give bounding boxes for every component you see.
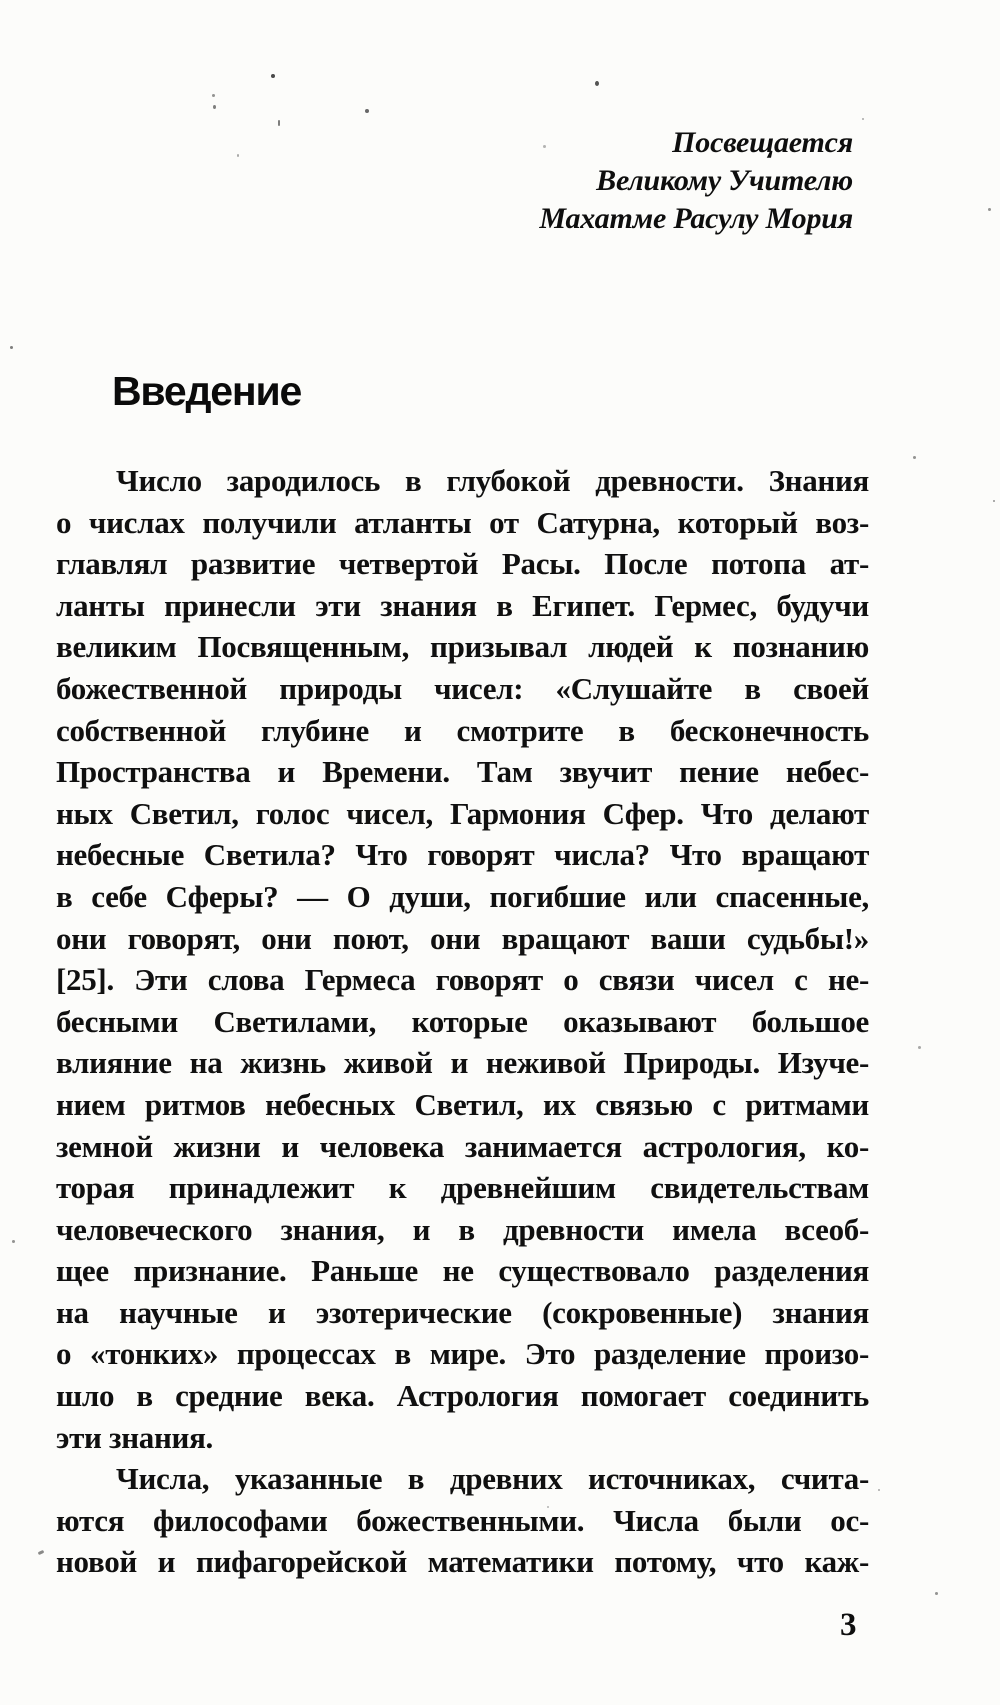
scan-speckle [278, 120, 280, 126]
text-line: [25]. Эти слова Гермеса говорят о связи чисел с не- [56, 962, 869, 998]
chapter-heading: Введение [112, 368, 302, 414]
text-line: новой и пифагорейской математики потому, что каж- [56, 1544, 869, 1580]
dedication-line: Великому Учителю [596, 164, 853, 197]
scan-speckle [212, 94, 215, 97]
scan-speckle [547, 1506, 549, 1508]
text-line: шло в средние века. Астрология помогает соединить [56, 1378, 869, 1414]
scan-speckle [543, 145, 546, 148]
scan-speckle [365, 109, 369, 113]
scan-speckle [993, 500, 995, 502]
scan-speckle [213, 105, 216, 109]
text-line: на научные и эзотерические (сокровенные) знания [56, 1294, 869, 1330]
scan-speckle [913, 456, 916, 459]
scan-speckle [918, 1046, 921, 1049]
scan-speckle [38, 1550, 45, 1555]
text-line: Пространства и Времени. Там звучит пение небес- [56, 754, 869, 790]
text-line: Число зародилось в глубокой древности. Знания [116, 463, 869, 498]
text-line: главлял развитие четвертой Расы. После потопа ат- [56, 546, 869, 582]
text-line: о «тонких» процессах в мире. Это разделение произо- [56, 1336, 869, 1372]
text-line: человеческого знания, и в древности имела всеоб- [56, 1211, 869, 1247]
text-line: в себе Сферы? — О души, погибшие или спасенные, [56, 878, 869, 914]
paragraph [56, 460, 869, 1458]
scan-speckle [988, 208, 991, 211]
dedication-line: Махатме Расулу Мория [539, 202, 853, 235]
text-line: торая принадлежит к древнейшим свидетельствам [56, 1170, 869, 1206]
dedication-line: Посвещается [672, 126, 853, 159]
text-line: Числа, указанные в древних источниках, счита- [116, 1461, 869, 1497]
scan-speckle [878, 1489, 880, 1491]
dedication [539, 124, 853, 238]
body-text [56, 460, 869, 1583]
paragraph [56, 1458, 869, 1583]
scan-speckle [862, 118, 864, 120]
text-line: божественной природы чисел: «Слушайте в своей [56, 670, 869, 706]
text-line: влияние на жизнь живой и неживой Природы. Изуче- [56, 1045, 869, 1081]
text-line: небесные Светила? Что говорят числа? Что вращают [56, 837, 869, 873]
text-line: нием ритмов небесных Светил, их связью с ритмами [56, 1086, 869, 1122]
text-line: ных Светил, голос чисел, Гармония Сфер. Что делают [56, 795, 869, 831]
scan-speckle [237, 154, 239, 157]
scan-speckle [271, 74, 275, 78]
scan-speckle [935, 1592, 938, 1595]
scan-speckle [595, 81, 599, 86]
text-line: собственной глубине и смотрите в бесконечность [56, 712, 869, 748]
text-line: щее признание. Раньше не существовало разделения [56, 1253, 869, 1289]
scan-speckle [12, 1240, 15, 1243]
text-line: эти знания. [56, 1419, 213, 1455]
text-line: великим Посвященным, призывал людей к познанию [56, 629, 869, 665]
text-line: бесными Светилами, которые оказывают большое [56, 1003, 869, 1039]
page-number: 3 [840, 1607, 857, 1643]
text-line: земной жизни и человека занимается астрология, ко- [56, 1128, 869, 1164]
text-line: они говорят, они поют, они вращают ваши судьбы!» [56, 920, 869, 956]
text-line: ланты принесли эти знания в Египет. Гермес, будучи [56, 587, 869, 623]
text-line: ются философами божественными. Числа были ос- [56, 1502, 869, 1538]
text-line: о числах получили атланты от Сатурна, который воз- [56, 504, 869, 540]
scan-speckle [10, 346, 13, 349]
